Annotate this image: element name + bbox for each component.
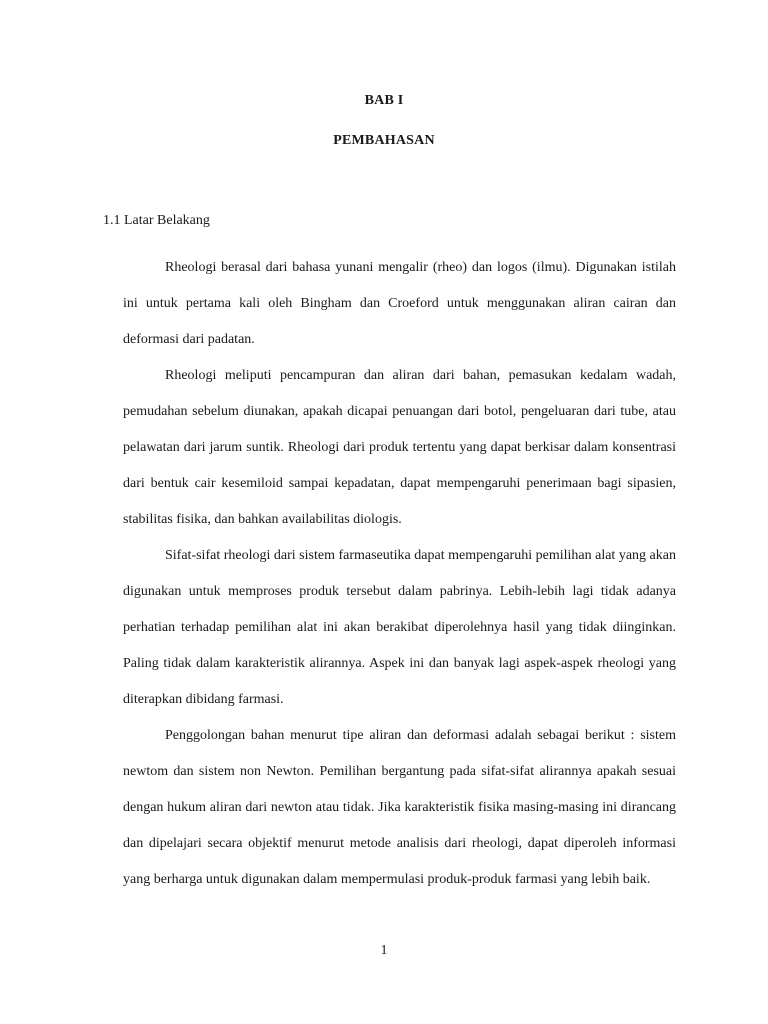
paragraph: Rheologi meliputi pencampuran dan aliran dari bahan, pemasukan kedalam wadah, pemudahan sebelum diunakan, apakah dicapai penuangan dari botol, pengeluaran dari tube, atau pelawatan dari jarum suntik. Rheologi dari produk tertentu yang dapat berkisar dalam konsentrasi dari bentuk cair kesemiloid sampai kepadatan, dapat mempengaruhi penerimaan bagi sipasien, stabilitas fisika, dan bahkan availabilitas diologis. — [123, 368, 676, 527]
paragraph: Sifat-sifat rheologi dari sistem farmaseutika dapat mempengaruhi pemilihan alat yang akan digunakan untuk memproses produk tersebut dalam pabrinya. Lebih-lebih lagi tidak adanya perhatian terhadap pemilihan alat ini akan berakibat diperolehnya hasil yang tidak diinginkan. Paling tidak dalam karakteristik alirannya. Aspek ini dan banyak lagi aspek-aspek rheologi yang diterapkan dibidang farmasi. — [123, 548, 676, 707]
body-text — [123, 250, 676, 898]
page-number: 1 — [380, 943, 388, 958]
chapter-title: PEMBAHASAN — [333, 133, 435, 148]
paragraph: Rheologi berasal dari bahasa yunani mengalir (rheo) dan logos (ilmu). Digunakan istilah ini untuk pertama kali oleh Bingham dan Croeford untuk menggunakan aliran cairan dan deformasi dari padatan. — [123, 260, 676, 347]
section-title: 1.1 Latar Belakang — [103, 213, 210, 228]
paragraph: Penggolongan bahan menurut tipe aliran dan deformasi adalah sebagai berikut : sistem newtom dan sistem non Newton. Pemilihan bergantung pada sifat-sifat alirannya apakah sesuai dengan hukum aliran dari newton atau tidak. Jika karakteristik fisika masing-masing ini dirancang dan dipelajari secara objektif menurut metode analisis dari rheologi, dapat diperoleh informasi yang berharga untuk digunakan dalam mempermulasi produk-produk farmasi yang lebih baik. — [123, 728, 676, 887]
chapter-heading: BAB I — [364, 93, 404, 108]
